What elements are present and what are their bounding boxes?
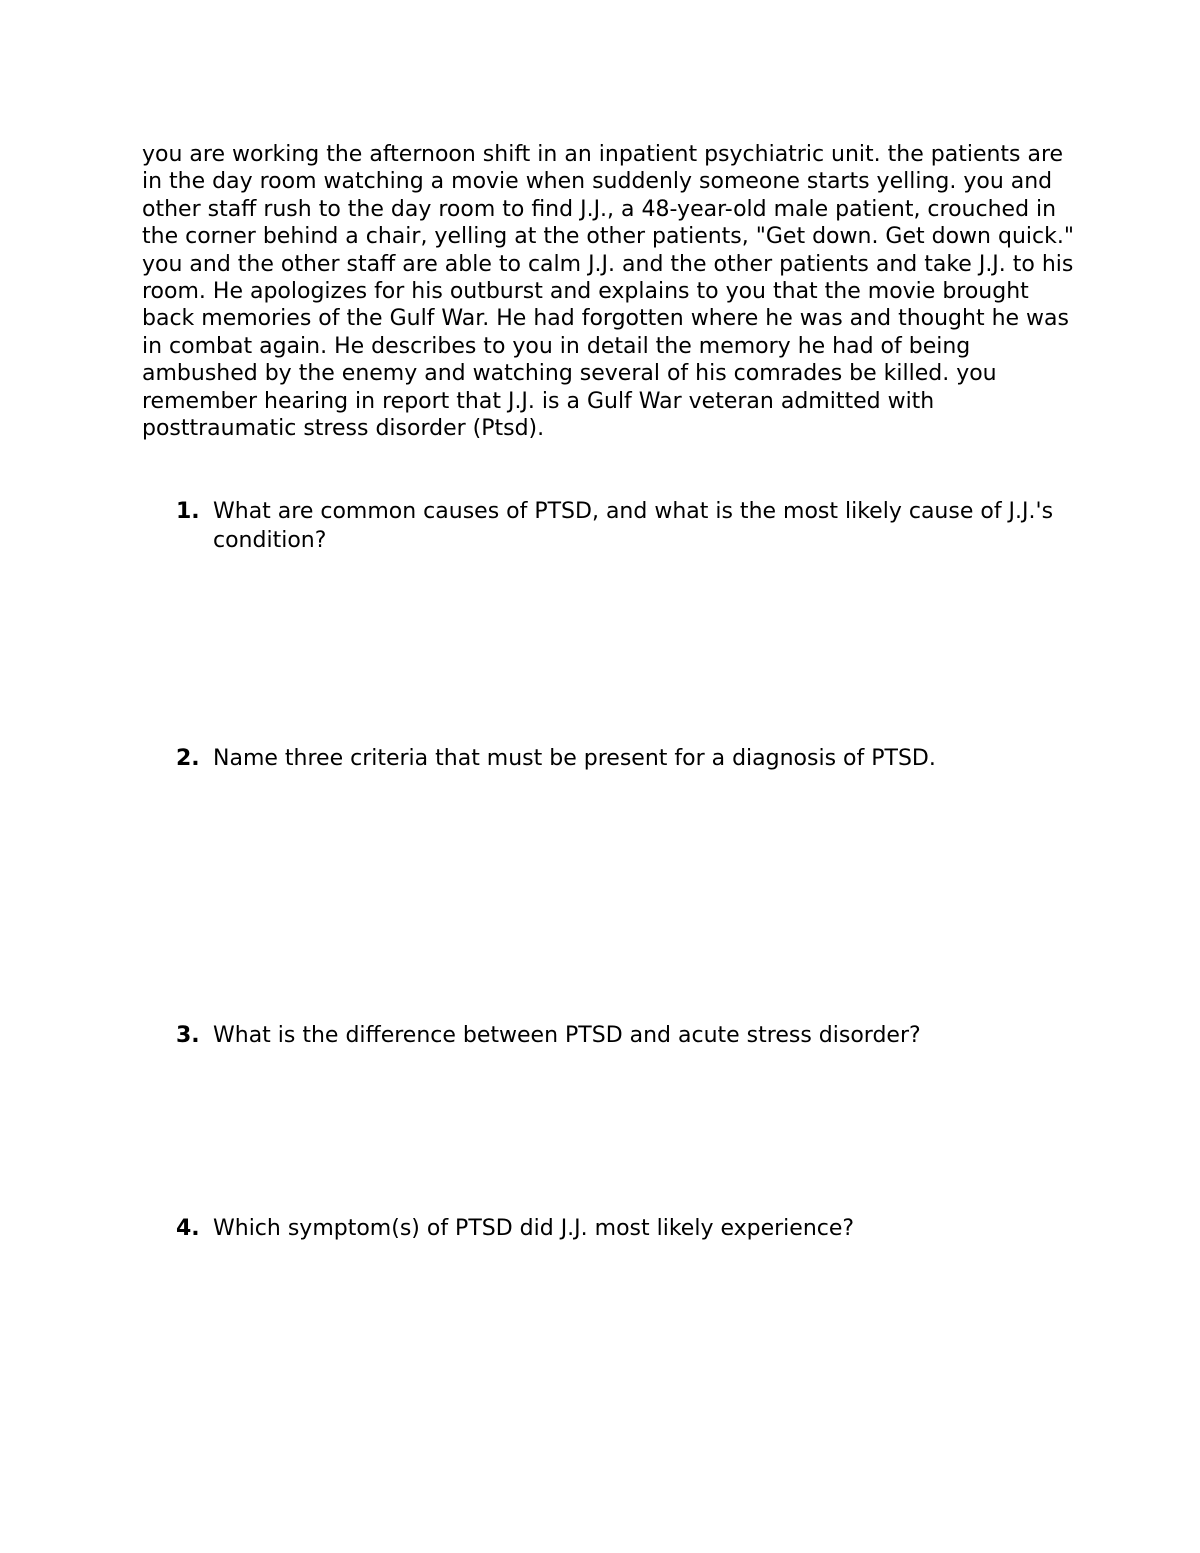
question-item [176,1214,1076,1243]
question-text: What is the difference between PTSD and acute stress disorder? [213,1023,921,1048]
scenario-paragraph: you are working the afternoon shift in an inpatient psychiatric unit. the patients are in the day room watching a movie when suddenly someone starts yelling. you and other staff rush to the day room to find J.J., a 48-year-old male patient, crouched in the corner behind a chair, yelling at the other patients, "Get down. Get down quick." you and the other staff are able to calm J.J. and the other patients and take J.J. to his room. He apologizes for his outburst and explains to you that the movie brought back memories of the Gulf War. He had forgotten where he was and thought he was in combat again. He describes to you in detail the memory he had of being ambushed by the enemy and watching several of his comrades be killed. you remember hearing in report that J.J. is a Gulf War veteran admitted with posttraumatic stress disorder (Ptsd). [142,142,1074,442]
question-item [176,744,1076,773]
question-text: Name three criteria that must be present for a diagnosis of PTSD. [213,746,936,771]
question-item [176,1021,1076,1050]
question-text: What are common causes of PTSD, and what is the most likely cause of J.J.'s condition? [213,499,1054,553]
question-number: 1. [176,499,200,524]
question-text: Which symptom(s) of PTSD did J.J. most likely experience? [213,1216,855,1241]
question-number: 2. [176,746,200,771]
question-item [176,497,1076,555]
question-number: 3. [176,1023,200,1048]
question-number: 4. [176,1216,200,1241]
